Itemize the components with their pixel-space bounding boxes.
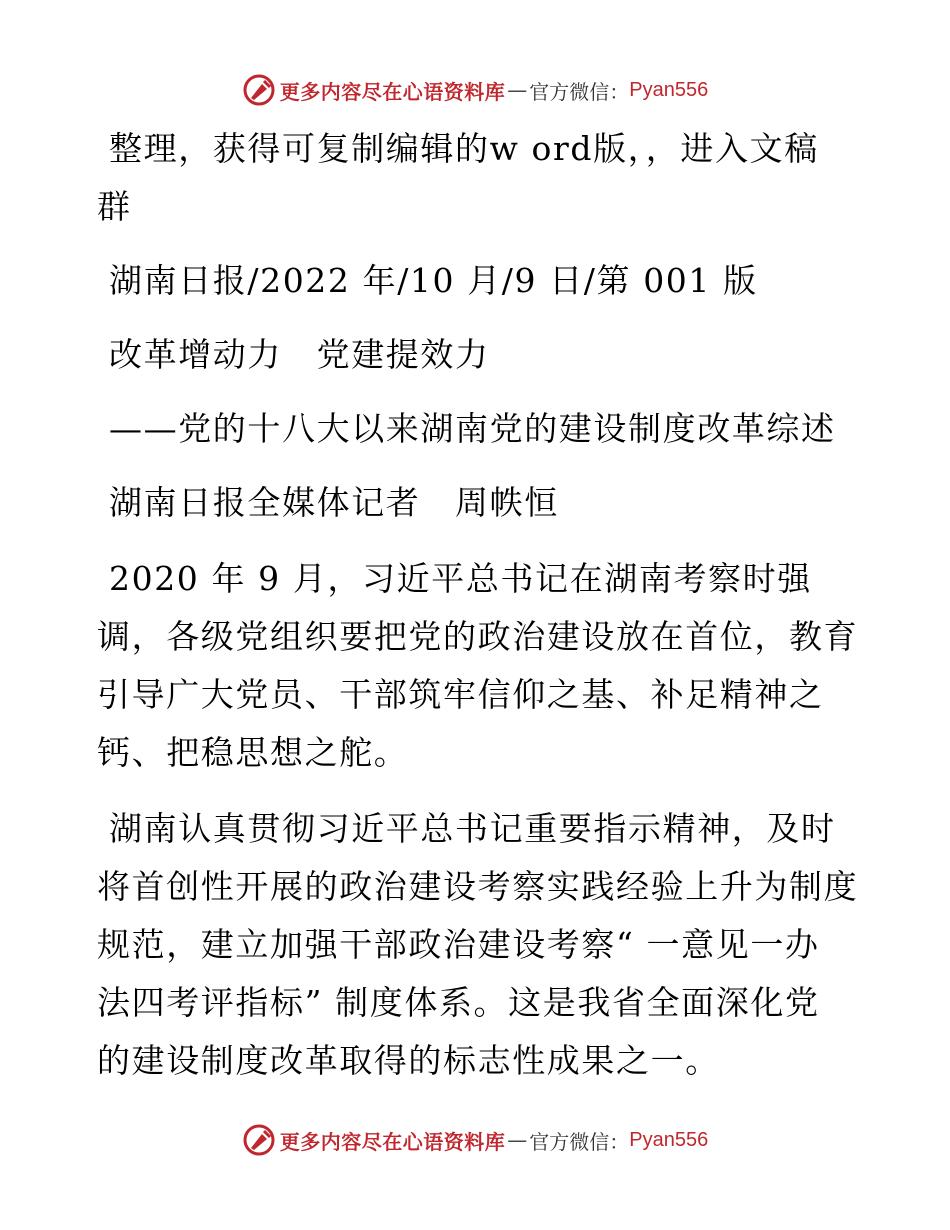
source-line: 湖南日报/2022 年/10 月/9 日/第 001 版 [109, 261, 758, 300]
paragraph-line: 将首创性开展的政治建设考察实践经验上升为制度 [97, 867, 859, 906]
paragraph-line: 规范，建立加强干部政治建设考察“ 一意见一办 [97, 925, 820, 964]
paragraph-line: 引导广大党员、干部筑牢信仰之基、补足精神之 [97, 675, 824, 714]
paragraph-line: 湖南认真贯彻习近平总书记重要指示精神，及时 [109, 809, 836, 848]
watermark-separator: — [507, 78, 528, 102]
document-body [97, 120, 857, 1090]
byline: 湖南日报全媒体记者 周帙恒 [109, 483, 559, 522]
pen-nib-logo-icon [242, 1123, 276, 1157]
paragraph-line: 钙、把稳思想之舵。 [97, 733, 409, 772]
article-title: 改革增动力 党建提效力 [109, 335, 490, 374]
wechat-label: 官方微信： [529, 1129, 630, 1154]
intro-line: 整理，获得可复制编辑的w ord版，，进入文稿 [109, 129, 819, 168]
article-subtitle: ——党的十八大以来湖南党的建设制度改革综述 [109, 409, 836, 448]
wechat-id: Pyan556 [629, 1128, 709, 1151]
paragraph-line: 法四考评指标” 制度体系。这是我省全面深化党 [97, 983, 820, 1022]
paragraph-line: 2020 年 9 月，习近平总书记在湖南考察时强 [109, 559, 812, 598]
top-watermark-banner [0, 70, 950, 110]
watermark-text: 更多内容尽在心语资料库 [279, 79, 506, 104]
paragraph-line: 的建设制度改革取得的标志性成果之一。 [97, 1041, 720, 1080]
paragraph-1 [97, 550, 857, 782]
wechat-id: Pyan556 [629, 78, 709, 101]
wechat-label: 官方微信： [529, 79, 630, 104]
watermark-text: 更多内容尽在心语资料库 [279, 1129, 506, 1154]
paragraph-2 [97, 800, 857, 1090]
paragraph-line: 调，各级党组织要把党的政治建设放在首位，教育 [97, 617, 859, 656]
watermark-separator: — [507, 1128, 528, 1152]
pen-nib-logo-icon [242, 73, 276, 107]
intro-note [97, 120, 857, 236]
intro-line: 群 [97, 187, 132, 226]
bottom-watermark-banner [0, 1120, 950, 1160]
